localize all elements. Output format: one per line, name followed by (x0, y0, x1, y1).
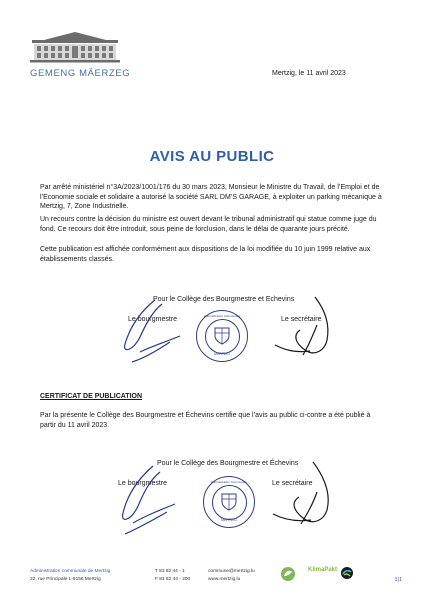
certificate-heading: CERTIFICAT DE PUBLICATION (40, 393, 143, 400)
municipality-logo (30, 30, 120, 88)
municipal-seal-1 (196, 310, 248, 362)
seal-top-text-2: Administration Communale (210, 480, 247, 484)
body-paragraph-1: Par arrêté ministériel n°3A/2023/1001/176 du 30 mars 2023, Monsieur le Ministre du Travail, de l’Emploi et de l’Economie sociale et solidaire a autorisé la société SARL DM’S GARAGE, à exploiter un parking mécanique à Mertzig, 7, Zone Industrielle. (40, 184, 382, 211)
eco-label-icon (280, 566, 296, 582)
certificate-text: Par la présente le Collège des Bourgmestre et Échevins certifie que l’avis au public ci-contre a été publié à partir du 11 avril 2023. (40, 412, 371, 429)
footer-web[interactable]: www.mertzig.lu (208, 577, 241, 582)
footer-tel: T 83 82 44 - 1 (155, 569, 185, 574)
secretary-signature-1 (255, 295, 350, 370)
secretary-label-1: Le secrétaire (281, 316, 322, 323)
secretary-signature-2 (255, 460, 350, 540)
mayor-label-2: Le bourgmestre (118, 480, 168, 487)
page-title: AVIS AU PUBLIC (149, 148, 275, 165)
document-date: Mertzig, le 11 avril 2023 (272, 70, 346, 77)
body-paragraph-3: Cette publication est affichée conformément aux dispositions de la loi modifiée du 10 juin 1999 relative aux établissements classés. (40, 246, 371, 263)
college-line-1: Pour le Collège des Bourgmestre et Echevins (153, 296, 295, 303)
klimapakt-logo: KlimaPakt (308, 567, 338, 573)
municipal-seal-2 (203, 476, 255, 528)
college-line-2: Pour le Collège des Bourgmestre et Échevins (157, 460, 299, 467)
seal-bottom-text-1: MERTZIG (214, 352, 230, 356)
secretary-label-2: Le secrétaire (272, 480, 313, 487)
mayor-label-1: Le bourgmestre (128, 316, 178, 323)
footer-fax: F 83 82 44 - 200 (155, 577, 191, 582)
mayor-signature-1 (110, 292, 190, 372)
footer-admin: Administration communale de Mertzig (30, 569, 111, 574)
footer-email[interactable]: commune@mertzig.lu (208, 569, 255, 574)
seal-bottom-text-2: MERTZIG (221, 518, 237, 522)
building-icon (30, 30, 120, 64)
coat-of-arms-icon (221, 493, 237, 511)
coat-of-arms-icon (214, 327, 230, 345)
footer-address: 22, rue Principale L-9158 Mertzig (30, 577, 101, 582)
fairtrade-icon (340, 566, 354, 582)
page-number: 1|1 (394, 577, 402, 583)
body-paragraph-2: Un recours contre la décision du ministre est ouvert devant le tribunal administratif qui statue comme juge du fond. Ce recours doit être introduit, sous peine de forclusion, dans le délai de quarante jours précité. (40, 216, 377, 233)
mayor-signature-2 (105, 458, 185, 543)
logo-name: GEMENG MÄERZEG (30, 68, 131, 79)
seal-top-text-1: Administration Communale (203, 314, 240, 318)
